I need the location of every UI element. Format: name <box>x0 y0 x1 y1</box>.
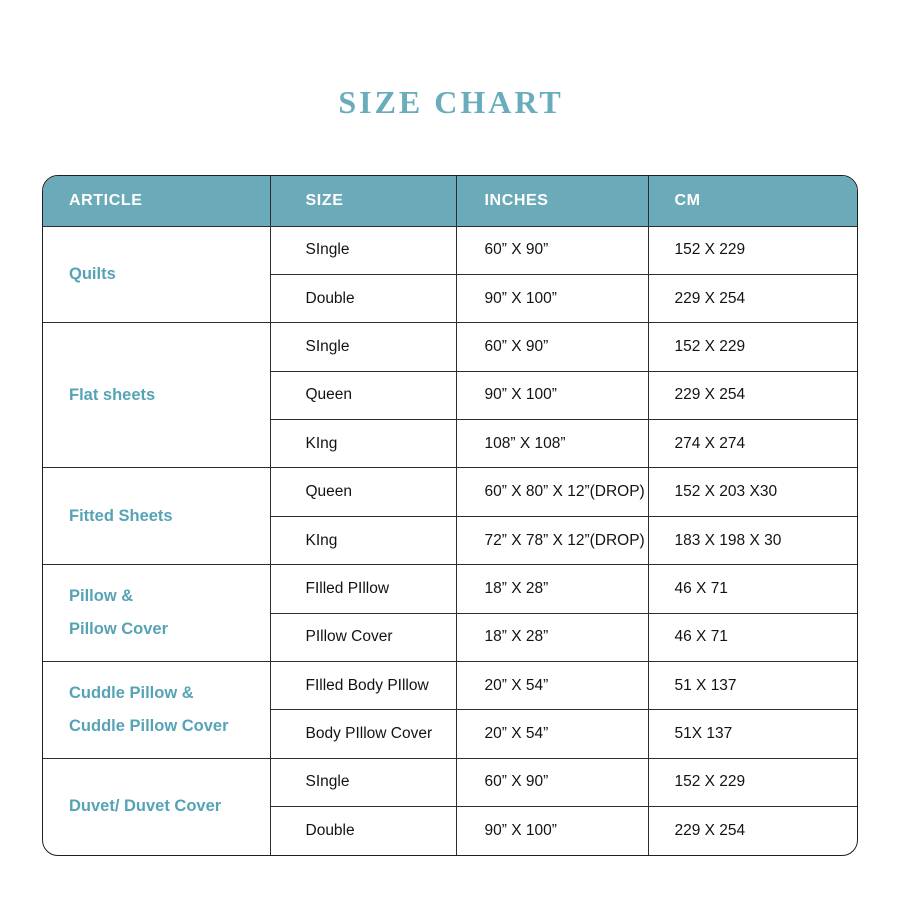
cm-cell: 46 X 71 <box>648 565 857 613</box>
inches-cell: 90” X 100” <box>456 274 648 322</box>
inches-cell: 18” X 28” <box>456 565 648 613</box>
size-cell: SIngle <box>270 226 456 274</box>
article-label: Pillow & <box>69 587 134 606</box>
inches-cell: 108” X 108” <box>456 420 648 468</box>
article-label: Fitted Sheets <box>69 506 173 525</box>
inches-cell: 18” X 28” <box>456 613 648 661</box>
inches-cell: 60” X 90” <box>456 226 648 274</box>
cm-cell: 274 X 274 <box>648 420 857 468</box>
article-cell <box>43 226 270 323</box>
inches-cell: 72” X 78” X 12”(DROP) <box>456 516 648 564</box>
table-row <box>43 565 857 613</box>
article-label: Duvet/ Duvet Cover <box>69 797 222 816</box>
inches-cell: 60” X 80” X 12”(DROP) <box>456 468 648 516</box>
size-cell: Double <box>270 274 456 322</box>
header-article: ARTICLE <box>43 176 270 226</box>
article-cell <box>43 565 270 662</box>
article-label: Flat sheets <box>69 385 156 404</box>
size-cell: FIlled PIllow <box>270 565 456 613</box>
header-inches: INCHES <box>456 176 648 226</box>
article-label: Pillow Cover <box>69 620 169 639</box>
cm-cell: 152 X 229 <box>648 758 857 806</box>
article-cell <box>43 758 270 855</box>
cm-cell: 229 X 254 <box>648 371 857 419</box>
cm-cell: 229 X 254 <box>648 274 857 322</box>
table-row <box>43 226 857 274</box>
size-cell: SIngle <box>270 323 456 371</box>
header-size: SIZE <box>270 176 456 226</box>
article-cell <box>43 662 270 759</box>
table-row <box>43 468 857 516</box>
size-cell: Queen <box>270 371 456 419</box>
size-cell: KIng <box>270 516 456 564</box>
size-cell: Double <box>270 807 456 855</box>
inches-cell: 60” X 90” <box>456 758 648 806</box>
cm-cell: 229 X 254 <box>648 807 857 855</box>
cm-cell: 183 X 198 X 30 <box>648 516 857 564</box>
inches-cell: 90” X 100” <box>456 371 648 419</box>
cm-cell: 46 X 71 <box>648 613 857 661</box>
inches-cell: 20” X 54” <box>456 662 648 710</box>
size-cell: PIllow Cover <box>270 613 456 661</box>
inches-cell: 20” X 54” <box>456 710 648 758</box>
table-row <box>43 323 857 371</box>
table-row <box>43 662 857 710</box>
article-cell <box>43 323 270 468</box>
page-title: SIZE CHART <box>338 84 564 120</box>
article-label: Cuddle Pillow & <box>69 683 194 702</box>
cm-cell: 152 X 203 X30 <box>648 468 857 516</box>
article-label: Cuddle Pillow Cover <box>69 716 229 735</box>
cm-cell: 152 X 229 <box>648 226 857 274</box>
size-cell: Queen <box>270 468 456 516</box>
cm-cell: 51 X 137 <box>648 662 857 710</box>
inches-cell: 90” X 100” <box>456 807 648 855</box>
size-cell: FIlled Body PIllow <box>270 662 456 710</box>
table-header-row <box>43 176 857 226</box>
header-cm: CM <box>648 176 857 226</box>
size-cell: SIngle <box>270 758 456 806</box>
article-label: Quilts <box>69 264 116 283</box>
size-chart-table <box>42 175 858 856</box>
cm-cell: 51X 137 <box>648 710 857 758</box>
size-cell: Body PIllow Cover <box>270 710 456 758</box>
size-cell: KIng <box>270 420 456 468</box>
cm-cell: 152 X 229 <box>648 323 857 371</box>
table-row <box>43 758 857 806</box>
article-cell <box>43 468 270 565</box>
inches-cell: 60” X 90” <box>456 323 648 371</box>
